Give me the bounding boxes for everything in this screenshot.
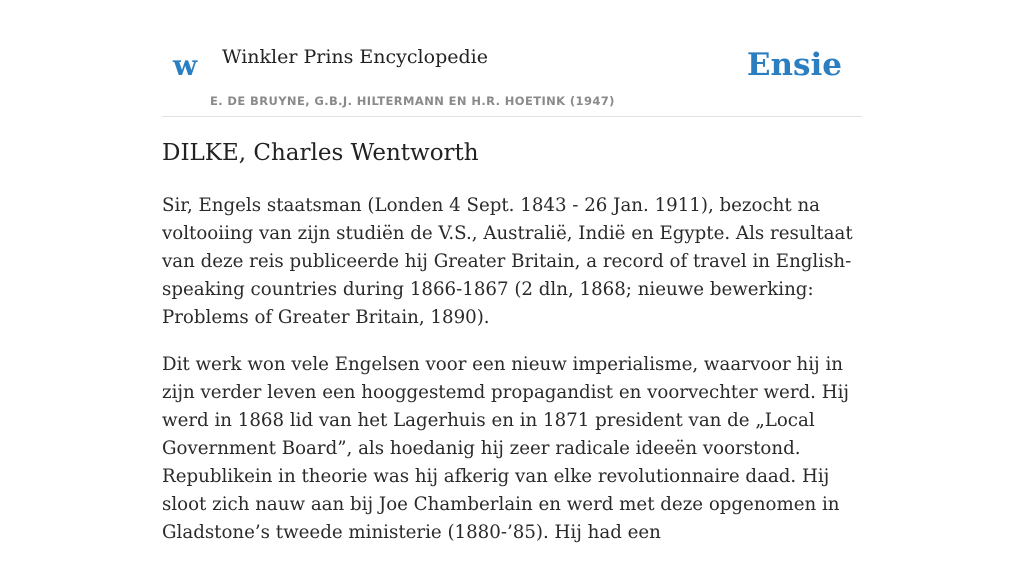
article-title: DILKE, Charles Wentworth bbox=[162, 140, 479, 166]
article-paragraph-1: Sir, Engels staatsman (Londen 4 Sept. 1843 - 26 Jan. 1911), bezocht na voltooiing van zijn studiën de V.S., Australië, Indië en Egypte. Als resultaat van deze reis publiceerde hij Greater Britain, a record of travel in English-speaking countries during 1866-1867 (2 dln, 1868; nieuwe bewerking: Problems of Greater Britain, 1890). bbox=[162, 195, 853, 328]
publication-authors: E. DE BRUYNE, G.B.J. HILTERMANN EN H.R. HOETINK (1947) bbox=[210, 94, 615, 108]
publication-title[interactable]: Winkler Prins Encyclopedie bbox=[222, 46, 488, 68]
site-header bbox=[162, 0, 862, 117]
ensie-brand-logo[interactable]: Ensie bbox=[746, 47, 842, 83]
publication-logo[interactable]: w bbox=[173, 49, 198, 82]
article-body bbox=[162, 192, 867, 566]
article-paragraph-2: Dit werk won vele Engelsen voor een nieuw imperialisme, waarvoor hij in zijn verder leven een hooggestemd propagandist en voorvechter werd. Hij werd in 1868 lid van het Lagerhuis en in 1871 president van de „Local Government Board”, als hoedanig hij zeer radicale ideeën voorstond. Republikein in theorie was hij afkerig van elke revolutionnaire daad. Hij sloot zich nauw aan bij Joe Chamberlain en werd met deze opgenomen in Gladstone’s tweede ministerie (1880-’85). Hij had een bbox=[162, 354, 850, 543]
